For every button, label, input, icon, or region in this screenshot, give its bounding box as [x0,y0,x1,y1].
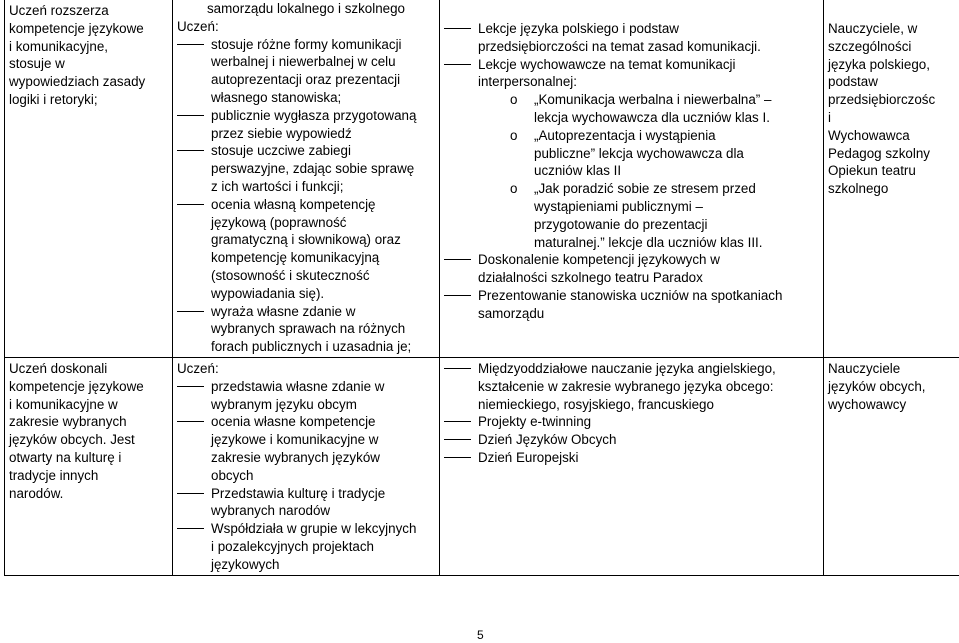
dash-bullet-icon [444,368,471,369]
text-line: stosuje uczciwe zabiegi [211,143,351,159]
list-item [177,142,435,195]
activities-cell [440,357,824,575]
text-line: przedsiębiorczośc [828,92,936,108]
list-item-text [478,431,819,449]
list-item [444,56,819,92]
text-line: przedstawia własne zdanie w [211,378,385,394]
text-line: Uczeń doskonali [9,360,108,376]
text-line: wybranych narodów [211,503,331,519]
text-line: stosuje w [9,56,65,72]
list-item-text [211,485,435,521]
text-line: obcych [211,467,254,483]
text-line: językowych [211,556,280,572]
text-line: Nauczyciele [828,360,901,376]
text-line: „Jak poradzić sobie ze stresem przed [534,181,756,197]
sub-list-item [444,91,819,127]
dash-bullet-icon [177,386,204,387]
text-line: podstaw [828,74,878,90]
text-line: językowe i komunikacyjne w [211,432,379,448]
list-item [444,287,819,323]
list-item-text [478,20,819,56]
text-line: Uczeń rozszerza [9,3,109,18]
text-line: logiki i retoryki; [9,91,98,107]
text-line: Współdziała w grupie w lekcyjnych [211,521,417,537]
circle-bullet-icon: o [510,181,518,197]
text-line: ocenia własną kompetencję [211,196,376,212]
text-line: zakresie wybranych [9,414,127,430]
text-line: tradycje innych [9,467,99,483]
list-item-text [478,287,819,323]
list-item-text [478,449,819,467]
list-item [177,196,435,303]
text-line: przez siebie wypowiedź [211,125,352,141]
dash-bullet-icon [444,295,471,296]
text-line: forach publicznych i uzasadnia je; [211,339,412,355]
text-line: Lekcje wychowawcze na temat komunikacji [478,56,736,72]
sub-list-item [444,127,819,180]
text-line: (stosowność i skuteczność [211,267,370,283]
text-line: kształcenie w zakresie wybranego języka obcego: [478,378,774,394]
dash-bullet-icon [444,259,471,260]
text-line: Opiekun teatru [828,163,916,179]
text-line: przygotowanie do prezentacji [534,216,708,232]
text-line: „Komunikacja werbalna i niewerbalna” – [534,92,772,108]
list-item [177,485,435,521]
text-line: kompetencje językowe [9,20,144,36]
page-number: 5 [477,628,484,642]
dash-bullet-icon [177,311,204,312]
text-line: Projekty e-twinning [478,414,592,430]
circle-bullet-icon: o [510,127,518,143]
text-line: działalności szkolnego teatru Paradox [478,270,703,286]
text-line: i pozalekcyjnych projektach [211,538,375,554]
list-item [177,413,435,484]
program-table [4,0,959,576]
continued-text: samorządu lokalnego i szkolnego [206,1,405,16]
table-row [5,0,959,357]
text-line: kompetencję komunikacyjną [211,250,380,266]
text-line: otwarty na kulturę i [9,449,122,465]
text-line: wypowiadania się). [211,285,325,301]
text-line: Prezentowanie stanowiska uczniów na spotkaniach [478,287,783,303]
text-line: wyraża własne zdanie w [211,303,356,319]
list-item-text [211,196,435,303]
dash-bullet-icon [444,64,471,65]
list-item [177,520,435,573]
circle-bullet-icon: o [510,92,518,108]
text-line: narodów. [9,485,64,501]
list-item [177,107,435,143]
text-line: własnego stanowiska; [211,89,342,105]
text-line: wychowawcy [828,396,907,412]
text-line: i komunikacyjne w [9,396,118,412]
text-line: lekcja wychowawcza dla uczniów klas I. [534,109,770,125]
text-line: gramatyczną i słownikową) oraz [211,232,401,248]
text-line: języków obcych. Jest [9,432,135,448]
text-line: Międzyoddziałowe nauczanie języka angielskiego, [478,360,776,376]
goal-cell [5,0,173,357]
dash-bullet-icon [444,439,471,440]
text-line: Wychowawca [828,127,910,143]
text-line: publiczne” lekcja wychowawcza dla [534,145,744,161]
text-line: kompetencje językowe [9,378,144,394]
list-item-text [478,360,819,413]
responsible-cell [824,0,959,357]
list-item [177,36,435,107]
list-item [444,251,819,287]
list-item [177,378,435,414]
list-item-text [478,251,819,287]
text-line: Dzień Europejski [478,449,579,465]
dash-bullet-icon [177,493,204,494]
text-line: wybranym języku obcym [211,396,357,412]
dash-bullet-icon [177,115,204,116]
text-line: szkolnego [828,181,889,197]
text-line: „Autoprezentacja i wystąpienia [534,127,716,143]
outcomes-cell [173,357,440,575]
list-item [444,20,819,56]
list-item-text [211,36,435,107]
list-item-text [478,413,819,431]
dash-bullet-icon [177,150,204,151]
text-line: Lekcje języka polskiego i podstaw [478,21,679,36]
list-item [177,303,435,356]
list-item [444,449,819,467]
text-line: języka polskiego, [828,56,930,72]
text-line: niemieckiego, rosyjskiego, francuskiego [478,396,714,412]
list-item-text [478,56,819,92]
text-line: perswazyjne, zdając sobie sprawę [211,161,415,177]
text-line: wypowiedziach zasady [9,74,146,90]
dash-bullet-icon [177,421,204,422]
text-line: Pedagog szkolny [828,145,930,161]
text-line: przedsiębiorczości na temat zasad komunikacji. [478,38,761,54]
text-line: uczniów klas II [534,163,622,179]
list-item-text [211,520,435,573]
text-line: Dzień Języków Obcych [478,432,617,448]
outcomes-cell [173,0,440,357]
text-line: maturalnej.” lekcje dla uczniów klas III. [534,234,763,250]
list-item [444,413,819,431]
text-line: szczególności [828,38,912,54]
text-line: publicznie wygłasza przygotowaną [211,107,417,123]
text-line: języków obcych, [828,378,926,394]
sub-list-item [444,180,819,251]
dash-bullet-icon [177,204,204,205]
list-item-text [211,107,435,143]
responsible-cell [824,357,959,575]
section-label: Uczeń: [177,360,219,376]
text-line: i komunikacyjne, [9,38,108,54]
text-line: interpersonalnej: [478,74,578,90]
text-line: Przedstawia kulturę i tradycje [211,485,386,501]
list-item-text [211,142,435,195]
text-line: ocenia własne kompetencje [211,414,376,430]
list-item-text [211,378,435,414]
text-line: wybranych sprawach na różnych [211,321,406,337]
dash-bullet-icon [444,28,471,29]
list-item [444,360,819,413]
text-line: werbalnej i niewerbalnej w celu [211,54,396,70]
text-line: językową (poprawność [211,214,347,230]
text-line: stosuje różne formy komunikacji [211,36,402,52]
dash-bullet-icon [444,421,471,422]
list-item-text [211,303,435,356]
text-line: autoprezentacji oraz prezentacji [211,72,401,88]
dash-bullet-icon [444,457,471,458]
goal-cell [5,357,173,575]
list-item-text [211,413,435,484]
text-line: i [828,109,831,125]
text-line: wystąpieniami publicznymi – [534,198,703,214]
text-line: samorządu [478,305,545,321]
activities-cell [440,0,824,357]
dash-bullet-icon [177,44,204,45]
section-label: Uczeń: [177,18,219,34]
text-line: Doskonalenie kompetencji językowych w [478,252,720,268]
table-row [5,357,959,575]
text-line: z ich wartości i funkcji; [211,178,344,194]
dash-bullet-icon [177,528,204,529]
list-item [444,431,819,449]
text-line: Nauczyciele, w [828,21,918,36]
text-line: zakresie wybranych języków [211,449,380,465]
